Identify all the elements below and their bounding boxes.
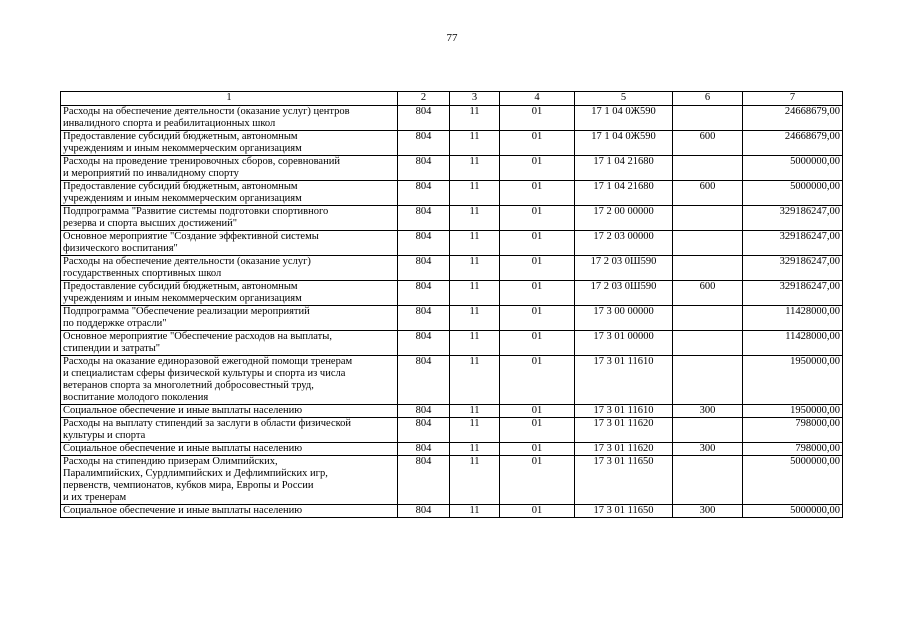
row-target-article: 17 3 01 11650: [575, 505, 673, 518]
row-section: 11: [450, 131, 500, 156]
row-ministry-code: 804: [398, 456, 450, 505]
row-description: Расходы на стипендию призерам Олимпийских, Паралимпийских, Сурдлимпийских и Дефлимпийских игр, первенств, чемпионатов, кубков мира, Европы и России и их тренерам: [61, 456, 398, 505]
row-ministry-code: 804: [398, 331, 450, 356]
row-amount: 329186247,00: [743, 231, 843, 256]
row-ministry-code: 804: [398, 206, 450, 231]
row-ministry-code: 804: [398, 256, 450, 281]
row-section: 11: [450, 331, 500, 356]
row-target-article: 17 2 03 0Ш590: [575, 281, 673, 306]
row-subsection: 01: [500, 256, 575, 281]
table-row: [61, 281, 843, 306]
row-subsection: 01: [500, 206, 575, 231]
row-expense-type: [673, 331, 743, 356]
row-subsection: 01: [500, 505, 575, 518]
row-target-article: 17 1 04 0Ж590: [575, 106, 673, 131]
row-target-article: 17 3 01 11610: [575, 356, 673, 405]
row-expense-type: [673, 156, 743, 181]
row-amount: 24668679,00: [743, 106, 843, 131]
row-expense-type: [673, 356, 743, 405]
row-expense-type: [673, 256, 743, 281]
row-amount: 329186247,00: [743, 206, 843, 231]
row-description: Основное мероприятие "Обеспечение расходов на выплаты, стипендии и затраты": [61, 331, 398, 356]
row-target-article: 17 1 04 21680: [575, 181, 673, 206]
row-section: 11: [450, 181, 500, 206]
row-section: 11: [450, 231, 500, 256]
row-ministry-code: 804: [398, 418, 450, 443]
row-description: Расходы на оказание единоразовой ежегодной помощи тренерам и специалистам сферы физической культуры и спорта из числа ветеранов спорта за многолетний добросовестный труд, воспитание молодого поколения: [61, 356, 398, 405]
column-header-5: 5: [575, 92, 673, 106]
table-row: [61, 156, 843, 181]
page-number: 77: [446, 32, 458, 44]
row-target-article: 17 3 00 00000: [575, 306, 673, 331]
row-section: 11: [450, 106, 500, 131]
row-amount: 798000,00: [743, 443, 843, 456]
row-expense-type: [673, 231, 743, 256]
row-expense-type: 300: [673, 505, 743, 518]
row-target-article: 17 1 04 21680: [575, 156, 673, 181]
row-amount: 5000000,00: [743, 505, 843, 518]
row-description: Социальное обеспечение и иные выплаты населению: [61, 505, 398, 518]
column-header-row: [61, 92, 843, 106]
row-target-article: 17 3 01 11650: [575, 456, 673, 505]
row-description: Предоставление субсидий бюджетным, автономным учреждениям и иным некоммерческим организациям: [61, 281, 398, 306]
row-ministry-code: 804: [398, 231, 450, 256]
row-section: 11: [450, 306, 500, 331]
table-row: [61, 405, 843, 418]
row-description: Расходы на проведение тренировочных сборов, соревнований и мероприятий по инвалидному спорту: [61, 156, 398, 181]
table-row: [61, 131, 843, 156]
row-amount: 5000000,00: [743, 456, 843, 505]
row-description: Социальное обеспечение и иные выплаты населению: [61, 405, 398, 418]
table-row: [61, 181, 843, 206]
row-ministry-code: 804: [398, 443, 450, 456]
column-header-2: 2: [398, 92, 450, 106]
table-row: [61, 443, 843, 456]
row-target-article: 17 3 01 11610: [575, 405, 673, 418]
row-ministry-code: 804: [398, 505, 450, 518]
table-row: [61, 206, 843, 231]
row-ministry-code: 804: [398, 356, 450, 405]
row-subsection: 01: [500, 418, 575, 443]
table-row: [61, 356, 843, 405]
table-row: [61, 456, 843, 505]
row-section: 11: [450, 206, 500, 231]
row-subsection: 01: [500, 405, 575, 418]
row-section: 11: [450, 281, 500, 306]
row-amount: 5000000,00: [743, 156, 843, 181]
row-ministry-code: 804: [398, 306, 450, 331]
row-ministry-code: 804: [398, 106, 450, 131]
row-ministry-code: 804: [398, 281, 450, 306]
table-row: [61, 231, 843, 256]
row-ministry-code: 804: [398, 156, 450, 181]
table-row: [61, 256, 843, 281]
column-header-7: 7: [743, 92, 843, 106]
row-ministry-code: 804: [398, 131, 450, 156]
row-expense-type: [673, 106, 743, 131]
row-description: Расходы на обеспечение деятельности (оказание услуг) государственных спортивных школ: [61, 256, 398, 281]
row-amount: 11428000,00: [743, 306, 843, 331]
row-description: Предоставление субсидий бюджетным, автономным учреждениям и иным некоммерческим организациям: [61, 181, 398, 206]
row-subsection: 01: [500, 281, 575, 306]
row-section: 11: [450, 443, 500, 456]
row-section: 11: [450, 405, 500, 418]
row-description: Предоставление субсидий бюджетным, автономным учреждениям и иным некоммерческим организациям: [61, 131, 398, 156]
row-description: Основное мероприятие "Создание эффективной системы физического воспитания": [61, 231, 398, 256]
table-row: [61, 106, 843, 131]
row-ministry-code: 804: [398, 181, 450, 206]
row-subsection: 01: [500, 131, 575, 156]
row-description: Социальное обеспечение и иные выплаты населению: [61, 443, 398, 456]
row-description: Подпрограмма "Развитие системы подготовки спортивного резерва и спорта высших достижений": [61, 206, 398, 231]
row-description: Подпрограмма "Обеспечение реализации мероприятий по поддержке отрасли": [61, 306, 398, 331]
row-expense-type: [673, 456, 743, 505]
row-expense-type: 600: [673, 281, 743, 306]
row-section: 11: [450, 156, 500, 181]
row-target-article: 17 1 04 0Ж590: [575, 131, 673, 156]
row-amount: 24668679,00: [743, 131, 843, 156]
row-subsection: 01: [500, 106, 575, 131]
row-target-article: 17 3 01 11620: [575, 443, 673, 456]
row-subsection: 01: [500, 231, 575, 256]
row-target-article: 17 2 00 00000: [575, 206, 673, 231]
row-description: Расходы на выплату стипендий за заслуги в области физической культуры и спорта: [61, 418, 398, 443]
row-subsection: 01: [500, 443, 575, 456]
row-target-article: 17 2 03 0Ш590: [575, 256, 673, 281]
row-expense-type: [673, 306, 743, 331]
row-expense-type: 300: [673, 405, 743, 418]
row-amount: 5000000,00: [743, 181, 843, 206]
row-subsection: 01: [500, 356, 575, 405]
table-row: [61, 331, 843, 356]
row-amount: 329186247,00: [743, 256, 843, 281]
row-section: 11: [450, 418, 500, 443]
row-subsection: 01: [500, 456, 575, 505]
budget-table: [60, 91, 843, 518]
row-section: 11: [450, 505, 500, 518]
column-header-4: 4: [500, 92, 575, 106]
row-subsection: 01: [500, 181, 575, 206]
row-ministry-code: 804: [398, 405, 450, 418]
row-amount: 11428000,00: [743, 331, 843, 356]
row-target-article: 17 3 01 11620: [575, 418, 673, 443]
row-subsection: 01: [500, 306, 575, 331]
row-section: 11: [450, 356, 500, 405]
row-section: 11: [450, 456, 500, 505]
column-header-1: 1: [61, 92, 398, 106]
row-amount: 1950000,00: [743, 356, 843, 405]
row-expense-type: [673, 418, 743, 443]
row-expense-type: 300: [673, 443, 743, 456]
table-row: [61, 418, 843, 443]
column-header-3: 3: [450, 92, 500, 106]
row-expense-type: 600: [673, 181, 743, 206]
table-row: [61, 505, 843, 518]
column-header-6: 6: [673, 92, 743, 106]
row-amount: 798000,00: [743, 418, 843, 443]
row-amount: 329186247,00: [743, 281, 843, 306]
row-section: 11: [450, 256, 500, 281]
table-row: [61, 306, 843, 331]
row-expense-type: 600: [673, 131, 743, 156]
row-subsection: 01: [500, 156, 575, 181]
row-amount: 1950000,00: [743, 405, 843, 418]
row-target-article: 17 3 01 00000: [575, 331, 673, 356]
row-description: Расходы на обеспечение деятельности (оказание услуг) центров инвалидного спорта и реабилитационных школ: [61, 106, 398, 131]
table-body: [61, 106, 843, 518]
row-expense-type: [673, 206, 743, 231]
row-subsection: 01: [500, 331, 575, 356]
row-target-article: 17 2 03 00000: [575, 231, 673, 256]
